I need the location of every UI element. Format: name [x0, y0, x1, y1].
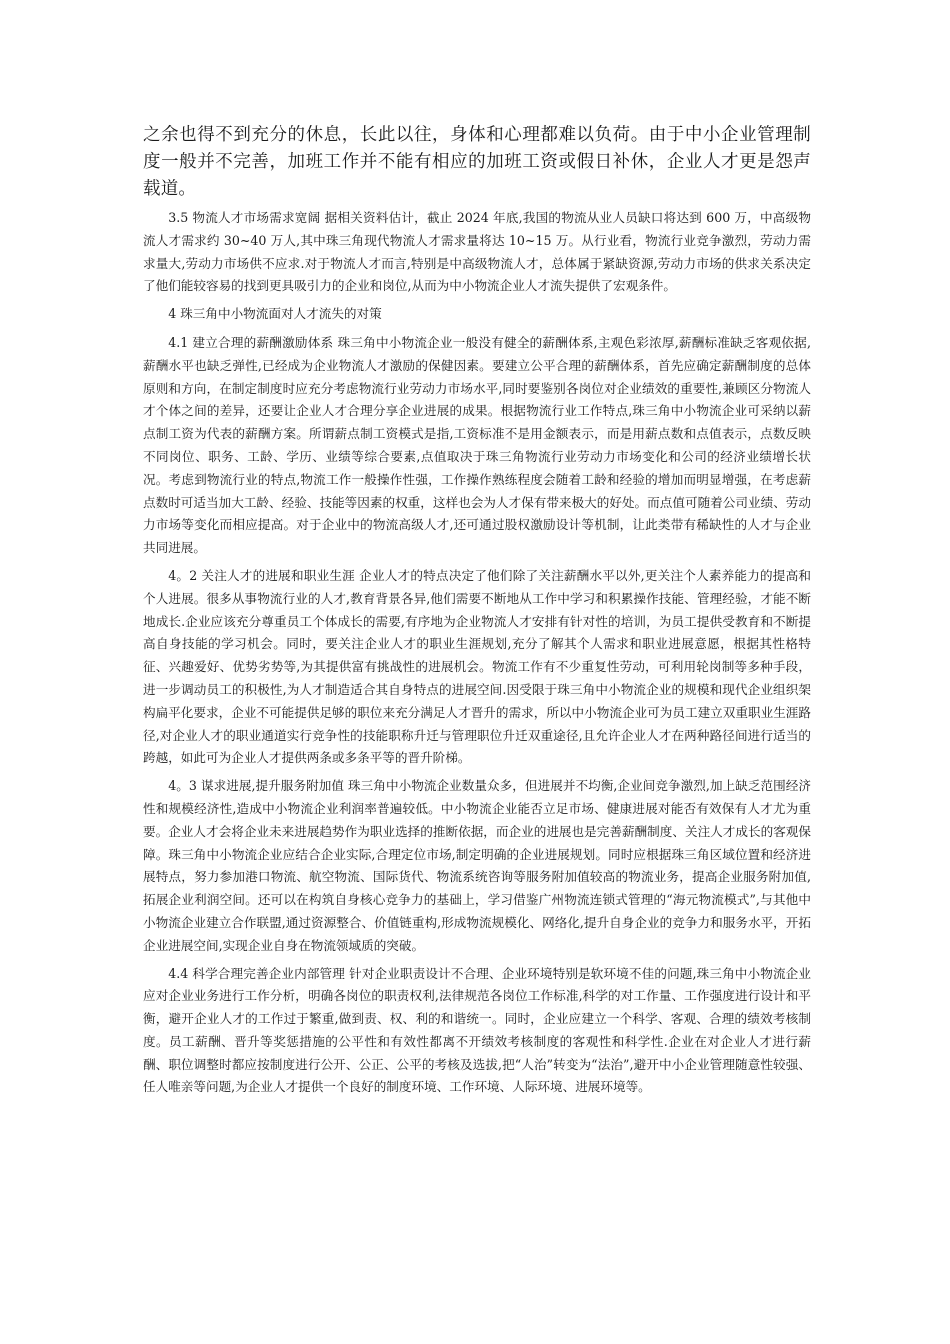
- section-heading-4: 4 珠三角中小物流面对人才流失的对策: [168, 306, 382, 322]
- paragraph-4-4: 4.4 科学合理完善企业内部管理 针对企业职责设计不合理、企业环境特别是软环境不佳的问题,珠三角中小物流企业应对企业业务进行工作分析，明确各岗位的职责权利,法律规范各岗位工作标准,科学的对工作量、工作强度进行设计和平衡，避开企业人才的工作过于繁重,做到责、权、利的和谐统一。同时，企业应建立一个科学、客观、合理的绩效考核制度。员工薪酬、晋升等奖惩措施的公平性和有效性都离不开绩效考核制度的客观性和科学性.企业在对企业人才进行薪酬、职位调整时都应按制度进行公开、公正、公平的考核及选拔,把“人治”转变为“法治”,避开中小企业管理随意性较强、任人唯亲等问题,为企业人才提供一个良好的制度环境、工作环境、人际环境、进展环境等。: [143, 965, 811, 1095]
- paragraph-3-5: 3.5 物流人才市场需求宽阔 据相关资料估计，截止 2024 年底,我国的物流从业人员缺口将达到 600 万，中高级物流人才需求约 30~40 万人,其中珠三角现代物流人才需求量将达 10~15 万。从行业看，物流行业竞争激烈，劳动力需求量大,劳动力市场供不应求.对于物流人才而言,特别是中高级物流人才，总体属于紧缺资源,劳动力市场的供求关系决定了他们能较容易的找到更具吸引力的企业和岗位,从而为中小物流企业人才流失提供了宏观条件。: [143, 210, 811, 294]
- paragraph-4-3: 4。3 谋求进展,提升服务附加值 珠三角中小物流企业数量众多，但进展并不均衡,企业间竞争激烈,加上缺乏范围经济性和规模经济性,造成中小物流企业利润率普遍较低。中小物流企业能否立足市场、健康进展对能否有效保有人才尤为重要。企业人才会将企业未来进展趋势作为职业选择的推断依据，而企业的进展也是完善薪酬制度、关注人才成长的客观保障。珠三角中小物流企业应结合企业实际,合理定位市场,制定明确的企业进展规划。同时应根据珠三角区域位置和经济进展特点，努力参加港口物流、航空物流、国际货代、物流系统咨询等服务附加值较高的物流业务，提高企业服务附加值,拓展企业利润空间。还可以在构筑自身核心竞争力的基础上，学习借鉴广州物流连锁式管理的“海元物流模式”,与其他中小物流企业建立合作联盟,通过资源整合、价值链重构,形成物流规模化、网络化,提升自身企业的竞争力和服务水平，开拓企业进展空间,实现企业自身在物流领域质的突破。: [143, 778, 811, 953]
- paragraph-4-2: 4。2 关注人才的进展和职业生涯 企业人才的特点决定了他们除了关注薪酬水平以外,更关注个人素养能力的提高和个人进展。很多从事物流行业的人才,教育背景各异,他们需要不断地从工作中学习和积累操作技能、管理经验，才能不断地成长.企业应该充分尊重员工个体成长的需要,有序地为企业物流人才安排有针对性的培训，为员工提供受教育和不断提高自身技能的学习机会。同时，要关注企业人才的职业生涯规划,充分了解其个人需求和职业进展意愿，根据其性格特征、兴趣爱好、优势劣势等,为其提供富有挑战性的进展机会。物流工作有不少重复性劳动，可利用轮岗制等多种手段，进一步调动员工的积极性,为人才制造适合其自身特点的进展空间.因受限于珠三角中小物流企业的规模和现代企业组织架构扁平化要求，企业不可能提供足够的职位来充分满足人才晋升的需求，所以中小物流企业可为员工建立双重职业生涯路径,对企业人才的职业通道实行竞争性的技能职称升迁与管理职位升迁双重途径,且允许企业人才在两种路径间进行适当的跨越，如此可为企业人才提供两条或多条平等的晋升阶梯。: [143, 567, 811, 766]
- document-page: [143, 122, 811, 1104]
- lead-paragraph: 之余也得不到充分的休息，长此以往，身体和心理都难以负荷。由于中小企业管理制度一般并不完善，加班工作并不能有相应的加班工资或假日补休，企业人才更是怨声载道。: [143, 125, 811, 199]
- paragraph-4-1: 4.1 建立合理的薪酬激励体系 珠三角中小物流企业一般没有健全的薪酬体系,主观色彩浓厚,薪酬标准缺乏客观依据,薪酬水平也缺乏弹性,已经成为企业物流人才激励的保健因素。要建立公平合理的薪酬体系，首先应确定薪酬制度的总体原则和方向，在制定制度时应充分考虑物流行业劳动力市场水平,同时要鉴别各岗位对企业绩效的重要性,兼顾区分物流人才个体之间的差异，还要让企业人才合理分享企业进展的成果。根据物流行业工作特点,珠三角中小物流企业可采纳以薪点制工资为代表的薪酬方案。所谓薪点制工资模式是指,工资标准不是用金额表示，而是用薪点数和点值表示，点数反映不同岗位、职务、工龄、学历、业绩等综合要素,点值取决于珠三角物流行业劳动力市场变化和公司的经济业绩增长状况。考虑到物流行业的特点,物流工作一般操作性强，工作操作熟练程度会随着工龄和经验的增加而明显增强，在考虑薪点数时可适当加大工龄、经验、技能等因素的权重，这样也会为人才保有带来极大的好处。而点值可随着公司业绩、劳动力市场等变化而相应提高。对于企业中的物流高级人才,还可通过股权激励设计等机制，让此类带有稀缺性的人才与企业共同进展。: [143, 334, 811, 556]
